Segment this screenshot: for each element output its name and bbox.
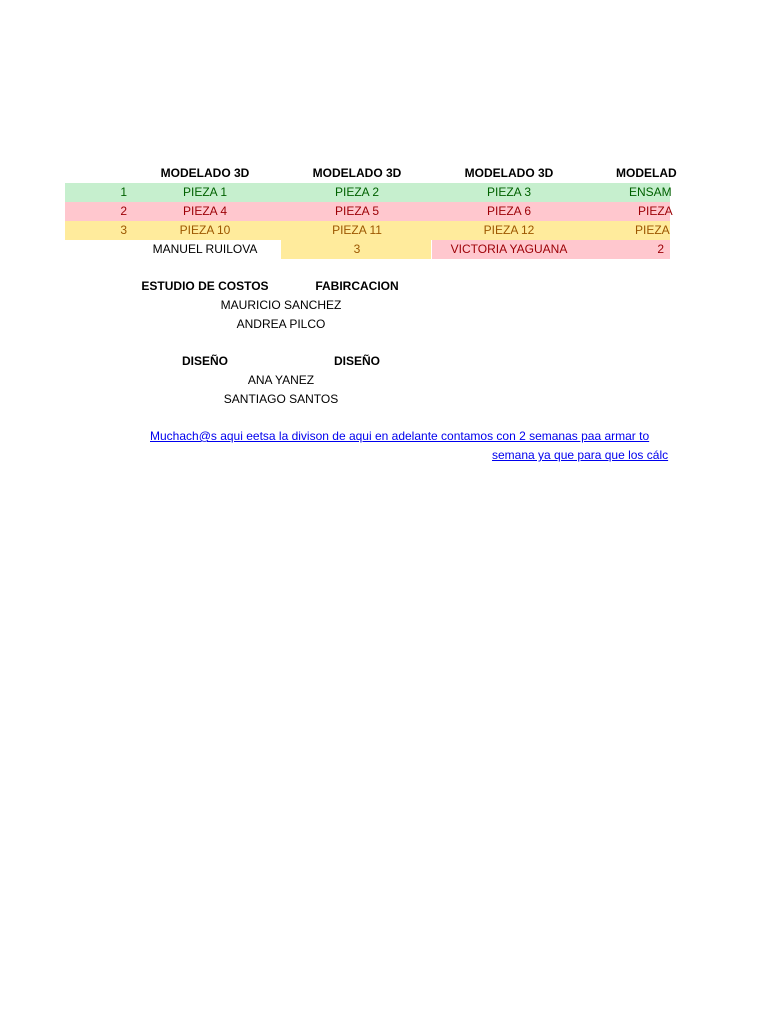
header-modelado-1[interactable]: MODELADO 3D <box>160 166 250 180</box>
header-modelado-4[interactable]: MODELAD <box>616 166 677 180</box>
row-1-number[interactable]: 1 <box>120 185 127 199</box>
header-modelado-3[interactable]: MODELADO 3D <box>464 166 554 180</box>
member-andrea-pilco[interactable]: ANDREA PILCO <box>236 317 326 331</box>
row-3-cell-4[interactable]: PIEZA <box>635 223 670 237</box>
label-fabricacion[interactable]: FABIRCACION <box>315 279 399 293</box>
member-mauricio-sanchez[interactable]: MAURICIO SANCHEZ <box>220 298 342 312</box>
row-1-cell-2[interactable]: PIEZA 2 <box>334 185 380 199</box>
row-1-cell-3[interactable]: PIEZA 3 <box>486 185 532 199</box>
row-3-cell-2[interactable]: PIEZA 11 <box>332 223 382 237</box>
row-2-cell-2[interactable]: PIEZA 5 <box>334 204 380 218</box>
row-3-cell-3[interactable]: PIEZA 12 <box>483 223 535 237</box>
member-santiago-santos[interactable]: SANTIAGO SANTOS <box>223 392 339 406</box>
label-estudio-de-costos[interactable]: ESTUDIO DE COSTOS <box>141 279 269 293</box>
label-diseno-2[interactable]: DISEÑO <box>333 354 380 368</box>
row-2-cell-1[interactable]: PIEZA 4 <box>182 204 228 218</box>
note-link-line-1[interactable]: Muchach@s aqui eetsa la divison de aqui en adelante contamos con 2 semanas paa armar to <box>150 429 650 443</box>
row-1-cell-4[interactable]: ENSAM <box>629 185 672 199</box>
note-link-line-2[interactable]: semana ya que para que los cálc <box>492 448 669 462</box>
row-3-number[interactable]: 3 <box>120 223 127 237</box>
member-ana-yanez[interactable]: ANA YANEZ <box>247 373 315 387</box>
member-value-1[interactable]: 3 <box>353 242 361 256</box>
header-modelado-2[interactable]: MODELADO 3D <box>312 166 402 180</box>
row-2-cell-4[interactable]: PIEZA <box>638 204 673 218</box>
member-manuel-ruilova[interactable]: MANUEL RUILOVA <box>152 242 258 256</box>
member-victoria-yaguana[interactable]: VICTORIA YAGUANA <box>450 242 568 256</box>
row-3-cell-1[interactable]: PIEZA 10 <box>179 223 231 237</box>
row-2-number[interactable]: 2 <box>120 204 127 218</box>
member-value-2[interactable]: 2 <box>657 242 664 256</box>
label-diseno-1[interactable]: DISEÑO <box>181 354 228 368</box>
row-2-cell-3[interactable]: PIEZA 6 <box>486 204 532 218</box>
row-1-cell-1[interactable]: PIEZA 1 <box>182 185 228 199</box>
